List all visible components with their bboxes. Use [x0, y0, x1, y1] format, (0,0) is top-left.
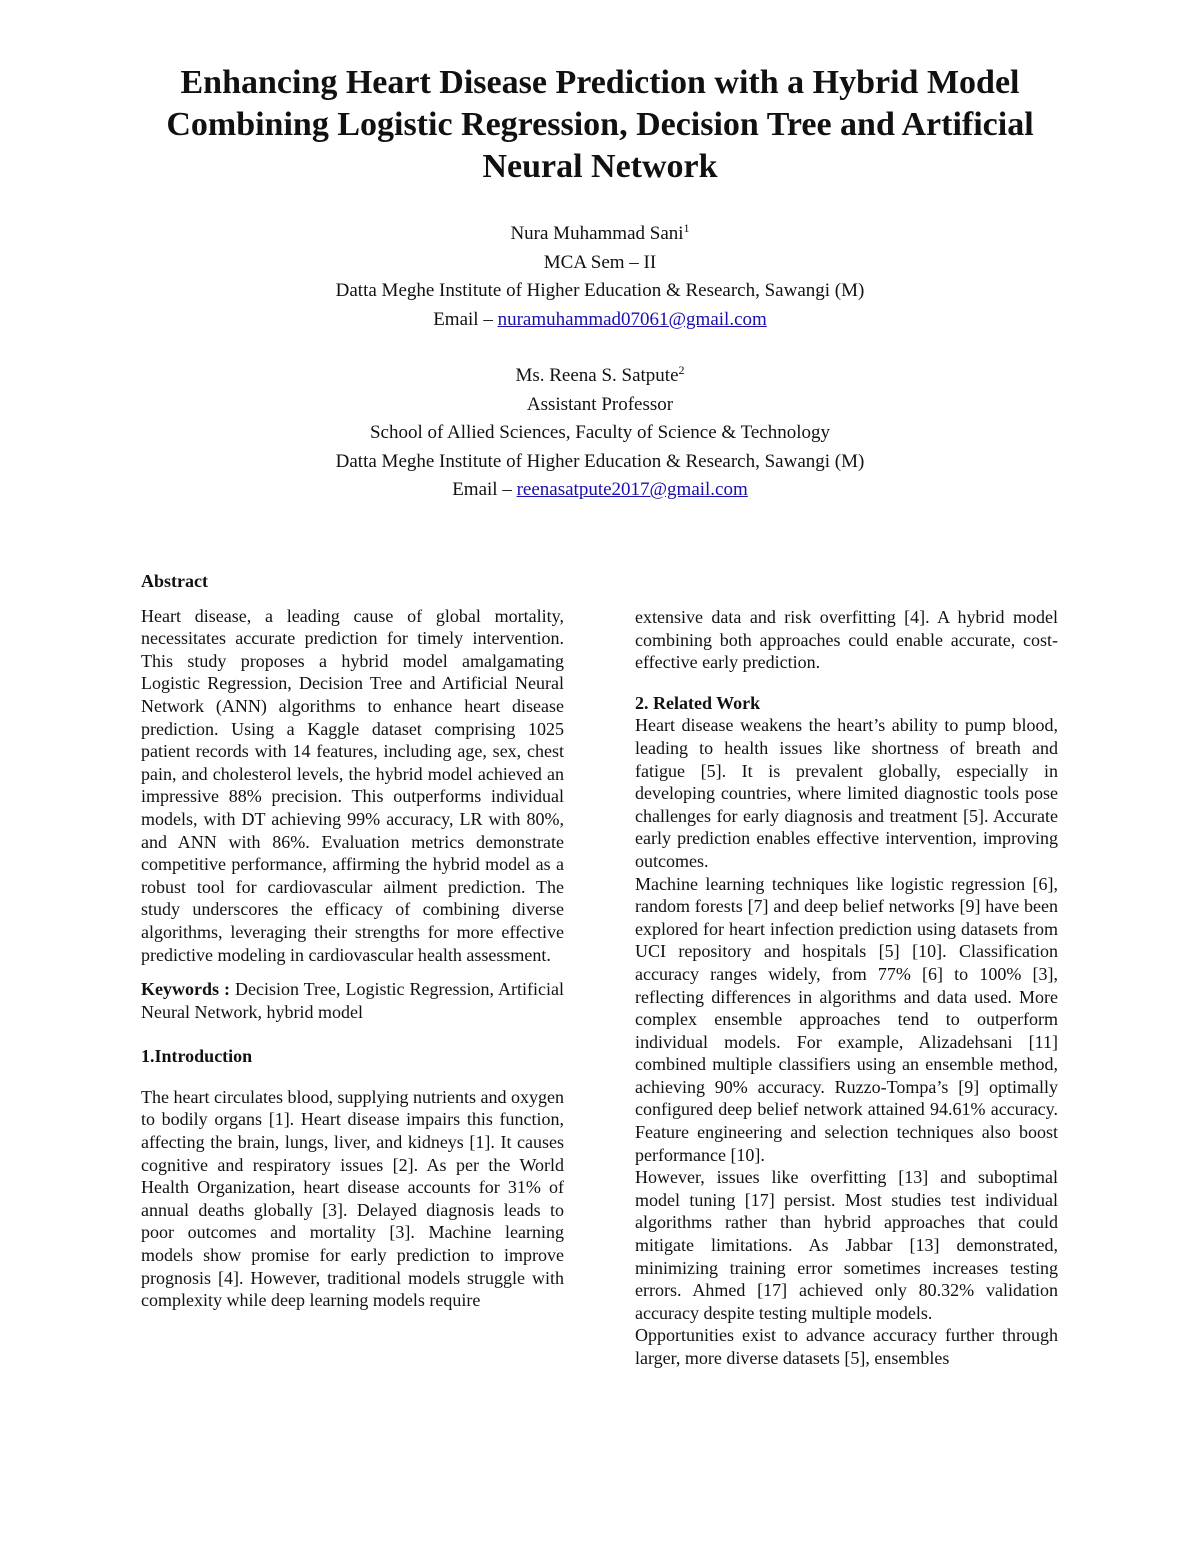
keywords-text: Decision Tree, Logistic Regression, Artificial Neural Network, hybrid model: [141, 979, 564, 1022]
right-column: [635, 606, 1058, 1370]
section-number: 1.: [141, 1046, 155, 1067]
introduction-continued: extensive data and risk overfitting [4]. A hybrid model combining both approaches could enable accurate, cost-effective early prediction.: [635, 607, 1058, 673]
section-number: 2: [635, 692, 644, 713]
title-line-3: Neural Network: [482, 148, 718, 185]
related-work-paragraph: Heart disease weakens the heart’s ability to pump blood, leading to health issues like shortness of breath and fatigue [5]. It is prevalent globally, especially in developing countries, where limited diagnostic tools pose challenges for early diagnosis and treatment [5]. Accurate early prediction enables effective intervention, improving outcomes.: [635, 715, 1058, 871]
author-superscript: 2: [678, 363, 685, 377]
left-column: [141, 570, 564, 1312]
author-email-line: [100, 476, 1100, 505]
author-affiliation: School of Allied Sciences, Faculty of Science & Technology: [369, 422, 831, 443]
author-role: Assistant Professor: [526, 393, 674, 415]
introduction-text: The heart circulates blood, supplying nutrients and oxygen to bodily organs [1]. Heart disease impairs this function, affecting the brain, lungs, liver, and kidneys [1]. It causes cognitive and respiratory issues [2]. As per the World Health Organization, heart disease accounts for 31% of annual deaths globally [3]. Delayed diagnosis leads to poor outcomes and mortality [3]. Machine learning models show promise for early prediction to improve prognosis [4]. However, traditional models struggle with complexity while deep learning models require: [141, 1086, 564, 1311]
email-link[interactable]: reenasatpute2017@gmail.com: [516, 479, 748, 500]
author-superscript: 1: [683, 221, 690, 235]
author-name: Nura Muhammad Sani$^1$: [510, 221, 690, 244]
email-link[interactable]: nuramuhammad07061@gmail.com: [497, 308, 767, 330]
author-role: MCA Sem – II: [543, 251, 657, 273]
related-work-paragraph: Machine learning techniques like logistic regression [6], random forests [7] and deep belief networks [9] have been explored for heart infection prediction using datasets from UCI repository and hospitals [5] [10]. Classification accuracy ranges widely, from 77% [6] to 100% [3], reflecting differences in algorithms and data used. More complex ensemble approaches tend to outperform individual models. For example, Alizadehsani [11] combined multiple classifiers using an ensemble method, achieving 90% accuracy. Ruzzo-Tompa’s [9] optimally configured deep belief network attained 94.61% accuracy. Feature engineering and selection techniques also boost performance [10].: [635, 873, 1058, 1165]
abstract-heading: Abstract: [141, 571, 208, 591]
introduction-heading: [141, 1045, 564, 1068]
related-work-heading: [635, 692, 1058, 715]
abstract-text: Heart disease, a leading cause of global mortality, necessitates accurate prediction for timely intervention. This study proposes a hybrid model amalgamating Logistic Regression, Decision Tree and Artificial Neural Network (ANN) algorithms to enhance heart disease prediction. Using a Kaggle dataset comprising 1025 patient records with 14 features, including age, sex, chest pain, and cholesterol levels, the hybrid model achieved an impressive 88% precision. This outperforms individual models, with DT achieving 99% accuracy, LR with 80%, and ANN with 86%. Evaluation metrics demonstrate competitive performance, affirming the hybrid model as a robust tool for cardiovascular ailment prediction. The study underscores the efficacy of combining diverse algorithms, leveraging their strengths for more effective predictive modeling in cardiovascular health assessment.: [141, 605, 564, 965]
section-title: Introduction: [154, 1046, 253, 1067]
section-title: . Related Work: [644, 692, 761, 713]
keywords-label: Keywords :: [141, 979, 230, 1000]
email-label: Email –: [452, 479, 517, 500]
title-line-2: Combining Logistic Regression, Decision Tree and Artificial: [166, 106, 1034, 143]
author-affiliation: Datta Meghe Institute of Higher Education & Research, Sawangi (M): [335, 280, 865, 301]
email-label: Email –: [433, 308, 498, 330]
keywords: [141, 978, 564, 1023]
paper-title: [100, 62, 1100, 188]
author-name: Ms. Reena S. Satpute$^2$: [515, 363, 685, 386]
title-line-1: Enhancing Heart Disease Prediction with a Hybrid Model: [180, 64, 1020, 101]
author-email-line: [100, 306, 1100, 335]
author-block-2: [100, 362, 1100, 505]
related-work-paragraph: However, issues like overfitting [13] and suboptimal model tuning [17] persist. Most studies test individual algorithms rather than hybrid approaches that could mitigate limitations. As Jabbar [13] demonstrated, minimizing training error sometimes increases testing errors. Ahmed [17] achieved only 80.32% validation accuracy despite testing multiple models.: [635, 1167, 1058, 1323]
author-affiliation: Datta Meghe Institute of Higher Education & Research, Sawangi (M): [335, 450, 865, 472]
related-work-paragraph: Opportunities exist to advance accuracy further through larger, more diverse datasets [5], ensembles: [635, 1325, 1058, 1368]
author-block-1: [100, 220, 1100, 334]
